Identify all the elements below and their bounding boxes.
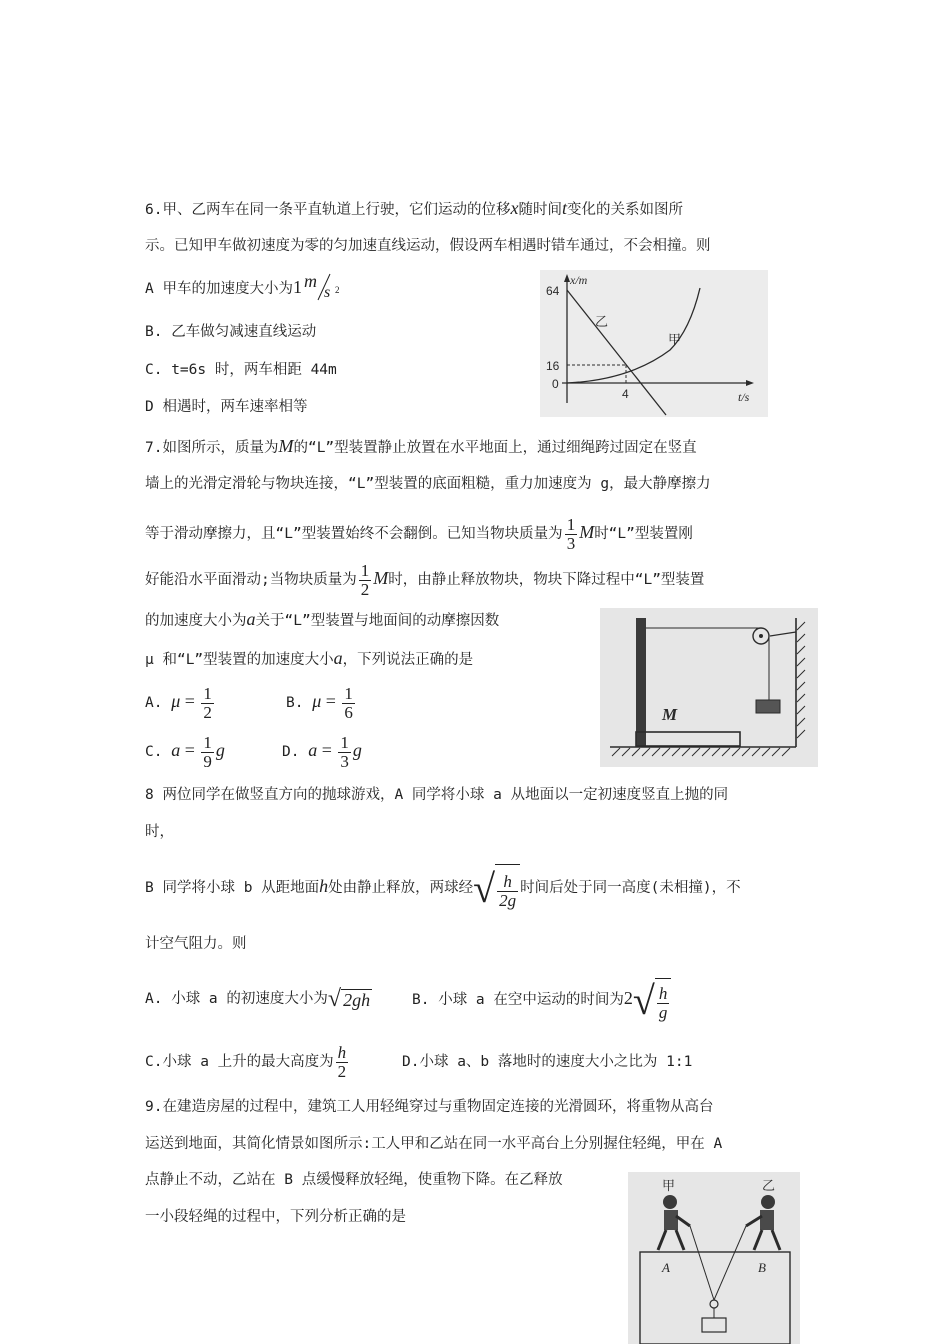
- q8-text: 时间后处于同一高度(未相撞)，不: [520, 880, 741, 896]
- q6-option-c: C. t=6s 时，两车相距 44m: [145, 362, 337, 378]
- q8-option-a-radicand: 2gh: [343, 989, 371, 1010]
- q7-var-a: a: [333, 648, 343, 668]
- q8-line3: [145, 862, 741, 913]
- frac-num: 1: [344, 683, 353, 703]
- q7-var-M: M: [373, 568, 389, 588]
- q8-option-b: [412, 976, 671, 1023]
- q7-text: μ 和“L”型装置的加速度大小: [145, 652, 334, 668]
- q9-line1: 9.在建造房屋的过程中，建筑工人用轻绳穿过与重物固定连接的光滑圆环，将重物从高台: [145, 1099, 714, 1115]
- q6-origin: 0: [552, 377, 559, 391]
- q7-a: a: [171, 740, 181, 760]
- q8-sqrt-2gh: [328, 987, 372, 1011]
- option-label: C.: [145, 744, 163, 760]
- q6-tick-16: 16: [546, 359, 560, 373]
- frac-den: 6: [344, 702, 353, 722]
- frac-den: g: [658, 1002, 668, 1022]
- frac-den: 9: [203, 751, 212, 771]
- q6-tick-4: 4: [622, 387, 629, 401]
- q7-line2: 墙上的光滑定滑轮与物块连接，“L”型装置的底面粗糙，重力加速度为 g，最大静摩擦力: [145, 476, 711, 492]
- q6-unit-s: s: [323, 284, 331, 301]
- q8-sqrt-h-over-g: [633, 977, 671, 1023]
- q8-option-c: [145, 1042, 350, 1082]
- q8-option-b-coef: 2: [623, 988, 633, 1008]
- q7-text: 等于滑动摩擦力，且“L”型装置始终不会翻倒。已知当物块质量为: [145, 526, 563, 542]
- q7-label-M: M: [662, 705, 678, 724]
- option-label: B.: [286, 695, 304, 711]
- q7-frac-one-third: [565, 516, 578, 553]
- q9-label-jia: 甲: [662, 1179, 676, 1194]
- q6-stem-line2: 示。已知甲车做初速度为零的匀加速直线运动，假设两车相遇时错车通过，不会相撞。则: [145, 238, 711, 254]
- frac-den: 2g: [499, 890, 517, 910]
- frac-den: 2: [360, 579, 370, 599]
- option-label: A.: [145, 695, 163, 711]
- q7-line3: [145, 512, 693, 554]
- option-label: D.: [282, 744, 300, 760]
- frac-num: 1: [203, 732, 212, 752]
- q9-label-yi: 乙: [762, 1179, 776, 1194]
- frac-den: 3: [566, 533, 576, 553]
- q7-var-M: M: [579, 522, 595, 542]
- q7-option-b: B. μ = $\frac{1}{6}$: [286, 683, 353, 722]
- q6-label-jia: 甲: [668, 333, 682, 348]
- q8-option-c-frac: [336, 1044, 349, 1081]
- q7-option-c: C. a = $\frac{1}{9}$ g: [145, 732, 225, 771]
- frac-num: 1: [203, 683, 212, 703]
- q9-line3: 点静止不动，乙站在 B 点缓慢释放轻绳，使重物下降。在乙释放: [145, 1172, 563, 1188]
- q7-l-device-figure: [600, 608, 818, 767]
- q6-option-a-value: 1: [292, 277, 302, 297]
- q9-line4: 一小段轻绳的过程中，下列分析正确的是: [145, 1209, 406, 1225]
- frac-den: 2: [337, 1061, 347, 1081]
- q8-frac: [497, 873, 518, 910]
- q6-stem-line1: [145, 198, 683, 220]
- radical-icon: √: [632, 977, 655, 1023]
- radical-icon: √: [473, 865, 496, 911]
- q7-option-a: A. μ = $\frac{1}{2}$: [145, 683, 212, 722]
- radical-icon: √: [327, 986, 342, 1012]
- q7-block: [756, 700, 780, 713]
- q6-option-a-text: A 甲车的加速度大小为: [145, 281, 293, 297]
- q7-g: g: [352, 740, 362, 760]
- q7-text: 好能沿水平面滑动;当物块质量为: [145, 572, 357, 588]
- q7-option-d: D. a = $\frac{1}{3}$ g: [282, 732, 362, 771]
- frac-den: 2: [203, 702, 212, 722]
- q6-x-label: t/s: [738, 390, 750, 404]
- q6-stem-text: 变化的关系如图所: [566, 202, 683, 218]
- q8-line1: 8 两位同学在做竖直方向的抛球游戏，A 同学将小球 a 从地面以一定初速度竖直上抛的同: [145, 787, 729, 803]
- q7-a: a: [308, 740, 318, 760]
- frac-num: 1: [566, 514, 576, 534]
- q7-option-d-frac: [338, 734, 351, 771]
- q6-y-label: x/m: [570, 273, 588, 287]
- q7-line1: [145, 436, 697, 458]
- frac-num: h: [337, 1042, 347, 1062]
- q8-text: 处由静止释放，两球经: [328, 880, 474, 896]
- frac-den: 3: [340, 751, 349, 771]
- q7-option-a-frac: [201, 685, 214, 722]
- q8-var-h: h: [319, 876, 329, 896]
- q7-text: 7.如图所示，质量为: [145, 440, 279, 456]
- q9-pulley-figure: [628, 1172, 800, 1344]
- q7-line6: [145, 648, 473, 670]
- q6-unit-exp: 2: [334, 285, 340, 295]
- q6-label-yi: 乙: [595, 315, 609, 330]
- q9-label-A: A: [662, 1260, 670, 1275]
- q7-text: ，下列说法正确的是: [342, 652, 474, 668]
- q8-option-b-text: B. 小球 a 在空中运动的时间为: [412, 992, 624, 1008]
- q6-stem-text: 随时间: [518, 202, 562, 218]
- q7-mu: μ: [312, 691, 322, 711]
- q7-text: 的加速度大小为: [145, 613, 247, 629]
- q7-l-vertical: [636, 618, 646, 746]
- q7-text: 时“L”型装置刚: [594, 526, 693, 542]
- q7-option-c-frac: [201, 734, 214, 771]
- q8-option-a-text: A. 小球 a 的初速度大小为: [145, 991, 328, 1007]
- q7-line4: [145, 558, 704, 600]
- q7-text: 的“L”型装置静止放置在水平地面上，通过细绳跨过固定在竖直: [293, 440, 697, 456]
- q7-var-a: a: [246, 609, 256, 629]
- q7-var-M: M: [278, 436, 294, 456]
- q6-tick-64: 64: [546, 284, 560, 298]
- q6-stem-text: 6.甲、乙两车在同一条平直轨道上行驶，它们运动的位移: [145, 202, 511, 218]
- q6-option-d: D 相遇时，两车速率相等: [145, 399, 308, 415]
- q8-option-a: [145, 987, 372, 1011]
- q7-text: 关于“L”型装置与地面间的动摩擦因数: [255, 613, 500, 629]
- q7-figure-bg: [600, 608, 818, 767]
- q6-xt-graph: [540, 270, 768, 417]
- q8-line2: 时，: [145, 824, 174, 840]
- q8-option-c-text: C.小球 a 上升的最大高度为: [145, 1054, 334, 1070]
- q7-pulley-axle: [759, 634, 763, 638]
- frac-num: h: [503, 871, 512, 891]
- q6-var-t: t: [561, 198, 567, 218]
- q6-option-a: [145, 271, 344, 301]
- frac-num: 1: [360, 560, 370, 580]
- q8-text: B 同学将小球 b 从距地面: [145, 880, 320, 896]
- q7-frac-one-half: [359, 562, 372, 599]
- q6-unit-m: m: [303, 271, 317, 291]
- q8-option-d: D.小球 a、b 落地时的速度大小之比为 1:1: [402, 1054, 693, 1070]
- q7-option-b-frac: [342, 685, 355, 722]
- q7-line5: [145, 609, 499, 631]
- q6-var-x: x: [510, 198, 519, 218]
- q8-sqrt-h-over-2g: [473, 863, 520, 913]
- q8-line4: 计空气阻力。则: [145, 936, 247, 952]
- q6-option-b: B. 乙车做匀减速直线运动: [145, 324, 317, 340]
- q9-line2: 运送到地面，其简化情景如图所示:工人甲和乙站在同一水平高台上分别握住轻绳，甲在 A: [145, 1136, 723, 1152]
- q6-option-a-unit: [302, 271, 344, 301]
- frac-num: 1: [340, 732, 349, 752]
- q7-text: 时，由静止释放物块，物块下降过程中“L”型装置: [388, 572, 705, 588]
- q6-graph-bg: [540, 270, 768, 417]
- q7-mu: μ: [171, 691, 181, 711]
- frac-num: h: [658, 983, 668, 1003]
- q9-label-B: B: [758, 1260, 766, 1275]
- q7-g: g: [215, 740, 225, 760]
